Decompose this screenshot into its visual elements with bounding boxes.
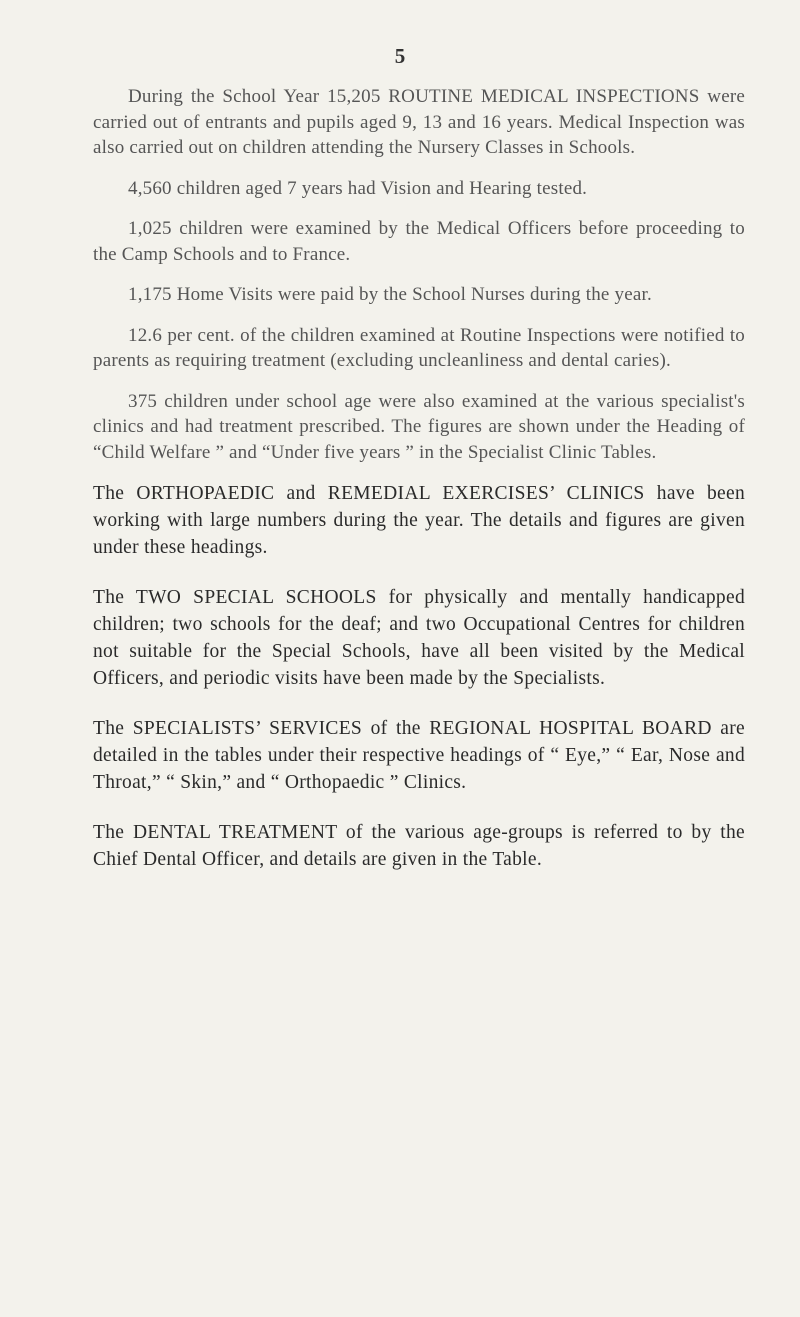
paragraph-camp-schools: 1,025 children were examined by the Medical Officers before proceeding to the Camp Schools and to France.	[93, 218, 745, 265]
paragraph-orthopaedic-clinics: The ORTHOPAEDIC and REMEDIAL EXERCISES’ CLINICS have been working with large numbers during the year. The details and figures are given under these headings.	[93, 483, 745, 558]
paragraph-home-visits: 1,175 Home Visits were paid by the School Nurses during the year.	[128, 284, 652, 305]
paragraph-special-schools: The TWO SPECIAL SCHOOLS for physically and mentally handicapped children; two schools for the deaf; and two Occupational Centres for children not suitable for the Special Schools, have all been visited by the Medical Officers, and periodic visits have been made by the Specialists.	[93, 587, 745, 689]
paragraph-specialists-services: The SPECIALISTS’ SERVICES of the REGIONAL HOSPITAL BOARD are detailed in the tables under their respective headings of “ Eye,” “ Ear, Nose and Throat,” “ Skin,” and “ Orthopaedic ” Clinics.	[93, 718, 745, 793]
page-number: 5	[394, 44, 406, 68]
document-body	[93, 84, 745, 896]
paragraph-vision-hearing: 4,560 children aged 7 years had Vision and Hearing tested.	[128, 177, 588, 199]
paragraph-dental-treatment: The DENTAL TREATMENT of the various age-groups is referred to by the Chief Dental Officer, and details are given in the Table.	[93, 822, 745, 870]
paragraph-treatment-notified: 12.6 per cent. of the children examined at Routine Inspections were notified to parents as requiring treatment (excluding uncleanliness and dental caries).	[93, 324, 745, 371]
paragraph-under-school-age: 375 children under school age were also examined at the various specialist's clinics and had treatment prescribed. The figures are shown under the Heading of “Child Welfare ” and “Under five years ” in the Specialist Clinic Tables.	[93, 390, 745, 463]
paragraph-routine-inspections: During the School Year 15,205 ROUTINE MEDICAL INSPECTIONS were carried out of entrants and pupils aged 9, 13 and 16 years. Medical Inspection was also carried out on children attending the Nursery Classes in Schools.	[93, 86, 745, 158]
